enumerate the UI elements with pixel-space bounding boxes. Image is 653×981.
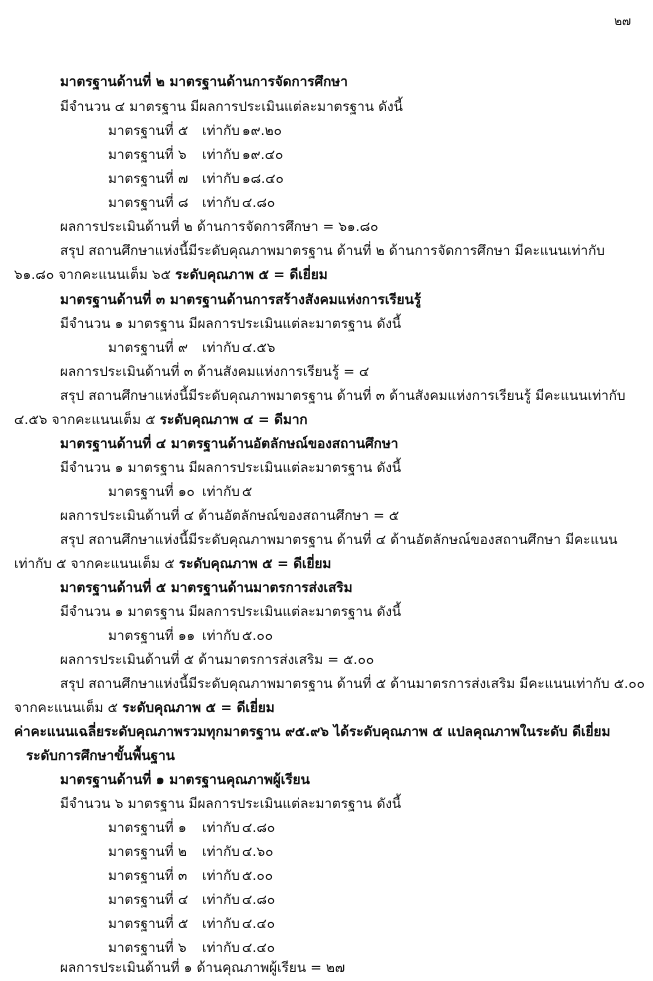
overall-summary: ค่าคะแนนเฉลี่ยระดับคุณภาพรวมทุกมาตรฐาน ๙๕.๙๖ ได้ระดับคุณภาพ ๕ แปลคุณภาพในระดับ ดีเยี่ยม — [14, 724, 611, 740]
section-heading: มาตรฐานด้านที่ ๓ มาตรฐานด้านการสร้างสังคมแห่งการเรียนรู้ — [60, 292, 422, 308]
section-result: ผลการประเมินด้านที่ ๕ ด้านมาตรการส่งเสริม = ๕.๐๐ — [60, 652, 375, 668]
standard-row: มาตรฐานที่ ๕ เท่ากับ ๔.๔๐ — [108, 916, 275, 932]
section-result: ผลการประเมินด้านที่ ๑ ด้านคุณภาพผู้เรียน = ๒๗ — [60, 960, 345, 976]
standard-row: มาตรฐานที่ ๒ เท่ากับ ๔.๖๐ — [108, 844, 274, 860]
section-heading: มาตรฐานด้านที่ ๕ มาตรฐานด้านมาตรการส่งเสริม — [60, 580, 353, 596]
section-summary-cont: ๔.๕๖ จากคะแนนเต็ม ๕ ระดับคุณภาพ ๔ = ดีมาก — [14, 412, 308, 428]
standard-row: มาตรฐานที่ ๑๐ เท่ากับ ๕ — [108, 484, 253, 500]
section-intro: มีจำนวน ๖ มาตรฐาน มีผลการประเมินแต่ละมาตรฐาน ดังนี้ — [60, 796, 402, 812]
standard-row: มาตรฐานที่ ๕ เท่ากับ ๑๙.๒๐ — [108, 123, 282, 139]
quality-level: ระดับคุณภาพ ๔ = ดีมาก — [159, 412, 308, 428]
level-heading: ระดับการศึกษาขั้นพื้นฐาน — [26, 748, 175, 764]
section-summary: สรุป สถานศึกษาแห่งนี้มีระดับคุณภาพมาตรฐาน ด้านที่ ๔ ด้านอัตลักษณ์ของสถานศึกษา มีคะแนน — [60, 532, 618, 548]
section-heading: มาตรฐานด้านที่ ๑ มาตรฐานคุณภาพผู้เรียน — [60, 772, 310, 788]
section-result: ผลการประเมินด้านที่ ๒ ด้านการจัดการศึกษา = ๖๑.๘๐ — [60, 219, 379, 235]
standard-row: มาตรฐานที่ ๗ เท่ากับ ๑๘.๔๐ — [108, 171, 284, 187]
quality-level: ระดับคุณภาพ ๕ = ดีเยี่ยม — [122, 700, 275, 716]
standard-row: มาตรฐานที่ ๑ เท่ากับ ๔.๘๐ — [108, 820, 276, 836]
section-intro: มีจำนวน ๑ มาตรฐาน มีผลการประเมินแต่ละมาตรฐาน ดังนี้ — [60, 316, 402, 332]
page-number: ๒๗ — [614, 14, 631, 28]
section-intro: มีจำนวน ๔ มาตรฐาน มีผลการประเมินแต่ละมาตรฐาน ดังนี้ — [60, 99, 403, 115]
section-summary-cont: ๖๑.๘๐ จากคะแนนเต็ม ๖๕ ระดับคุณภาพ ๕ = ดีเยี่ยม — [14, 267, 328, 283]
section-heading: มาตรฐานด้านที่ ๔ มาตรฐานด้านอัตลักษณ์ของสถานศึกษา — [60, 436, 399, 452]
standard-row: มาตรฐานที่ ๙ เท่ากับ ๔.๕๖ — [108, 340, 276, 356]
section-intro: มีจำนวน ๑ มาตรฐาน มีผลการประเมินแต่ละมาตรฐาน ดังนี้ — [60, 604, 402, 620]
standard-row: มาตรฐานที่ ๘ เท่ากับ ๔.๘๐ — [108, 195, 276, 211]
standard-row: มาตรฐานที่ ๑๑ เท่ากับ ๕.๐๐ — [108, 628, 273, 644]
section-summary-cont: จากคะแนนเต็ม ๕ ระดับคุณภาพ ๕ = ดีเยี่ยม — [14, 700, 275, 716]
standard-row: มาตรฐานที่ ๓ เท่ากับ ๕.๐๐ — [108, 868, 273, 884]
standard-row: มาตรฐานที่ ๖ เท่ากับ ๔.๔๐ — [108, 940, 275, 956]
quality-level: ระดับคุณภาพ ๕ = ดีเยี่ยม — [178, 556, 332, 572]
section-summary: สรุป สถานศึกษาแห่งนี้มีระดับคุณภาพมาตรฐาน ด้านที่ ๕ ด้านมาตรการส่งเสริม มีคะแนนเท่ากับ ๕.๐๐ — [60, 676, 645, 692]
section-result: ผลการประเมินด้านที่ ๔ ด้านอัตลักษณ์ของสถานศึกษา = ๕ — [60, 508, 400, 524]
standard-row: มาตรฐานที่ ๖ เท่ากับ ๑๙.๔๐ — [108, 147, 284, 163]
section-intro: มีจำนวน ๑ มาตรฐาน มีผลการประเมินแต่ละมาตรฐาน ดังนี้ — [60, 460, 402, 476]
quality-level: ระดับคุณภาพ ๕ = ดีเยี่ยม — [175, 267, 328, 283]
section-heading: มาตรฐานด้านที่ ๒ มาตรฐานด้านการจัดการศึกษา — [60, 74, 348, 90]
section-summary-cont: เท่ากับ ๕ จากคะแนนเต็ม ๕ ระดับคุณภาพ ๕ = ดีเยี่ยม — [14, 556, 332, 572]
section-summary: สรุป สถานศึกษาแห่งนี้มีระดับคุณภาพมาตรฐาน ด้านที่ ๓ ด้านสังคมแห่งการเรียนรู้ มีคะแนนเท่ากับ — [60, 388, 626, 404]
section-result: ผลการประเมินด้านที่ ๓ ด้านสังคมแห่งการเรียนรู้ = ๔ — [60, 364, 370, 380]
section-summary: สรุป สถานศึกษาแห่งนี้มีระดับคุณภาพมาตรฐาน ด้านที่ ๒ ด้านการจัดการศึกษา มีคะแนนเท่ากับ — [60, 243, 605, 259]
standard-row: มาตรฐานที่ ๔ เท่ากับ ๔.๘๐ — [108, 892, 276, 908]
